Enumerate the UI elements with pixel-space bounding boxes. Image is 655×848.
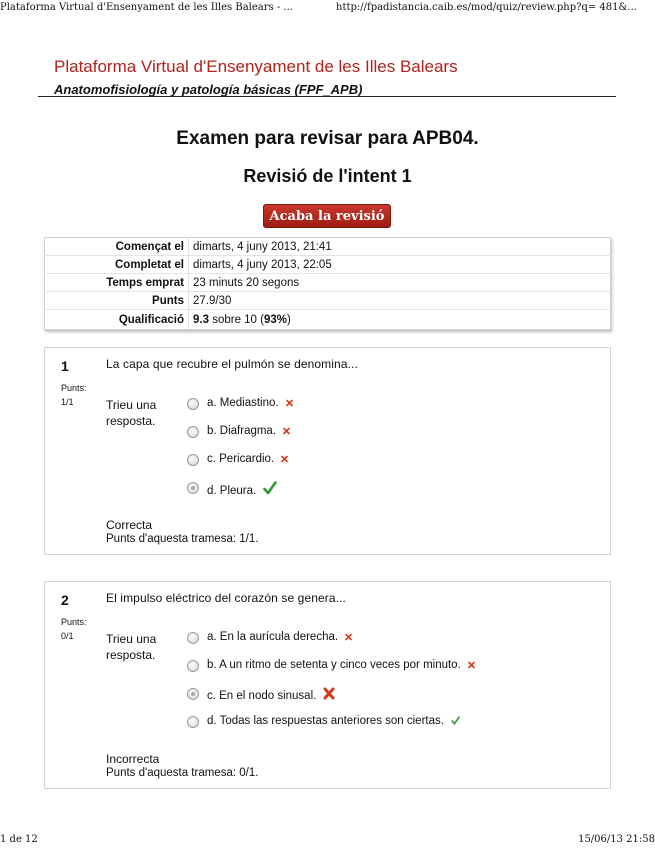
print-date: 15/06/13 21:58 — [578, 834, 655, 845]
answer-option-label: a. En la aurícula derecha. — [207, 631, 352, 644]
answer-radio[interactable] — [187, 398, 199, 410]
question-1 — [44, 347, 611, 555]
finish-review-button[interactable]: Acaba la revisió — [263, 204, 391, 228]
question-grade-value: 0/1 — [61, 631, 74, 641]
summary-label: Temps emprat — [45, 274, 189, 292]
summary-label: Completat el — [45, 256, 189, 274]
answer-option-label: a. Mediastino. — [207, 397, 293, 410]
answer-radio[interactable] — [187, 660, 199, 672]
summary-value: 23 minuts 20 segons — [189, 274, 611, 292]
document-url: http://fpadistancia.caib.es/mod/quiz/review.php?q= 481&... — [336, 2, 637, 13]
incorrect-icon — [281, 454, 288, 466]
question-number: 2 — [61, 592, 69, 608]
answer-option-label: b. A un ritmo de setenta y cinco veces por minuto. — [207, 659, 475, 672]
incorrect-icon — [468, 660, 475, 672]
grade-middle: sobre 10 ( — [209, 313, 264, 326]
question-grade-label: Punts: — [61, 617, 87, 627]
incorrect-icon — [323, 687, 335, 703]
question-grade — [61, 615, 87, 643]
summary-value — [189, 310, 611, 330]
question-text: El impulso eléctrico del corazón se genera... — [106, 591, 346, 605]
header-divider — [38, 96, 616, 97]
question-state: Correcta — [106, 518, 153, 532]
answer-radio[interactable] — [187, 716, 199, 728]
question-prompt: Trieu una resposta. — [106, 398, 157, 428]
answer-radio[interactable] — [187, 426, 199, 438]
summary-row-marks — [45, 292, 611, 310]
question-feedback: Punts d'aquesta tramesa: 1/1. — [106, 533, 259, 545]
summary-label: Començat el — [45, 238, 189, 256]
summary-row-time-taken — [45, 274, 611, 292]
summary-label: Qualificació — [45, 310, 189, 330]
question-2 — [44, 581, 611, 789]
answer-radio-selected[interactable] — [187, 688, 199, 700]
question-number: 1 — [61, 358, 69, 374]
question-grade — [61, 381, 87, 409]
summary-label: Punts — [45, 292, 189, 310]
question-state: Incorrecta — [106, 752, 160, 766]
answer-option-label: b. Diafragma. — [207, 425, 290, 438]
print-footer — [0, 834, 655, 848]
summary-row-completed — [45, 256, 611, 274]
question-prompt: Trieu una resposta. — [106, 632, 157, 662]
correct-icon — [451, 716, 460, 728]
answer-radio[interactable] — [187, 632, 199, 644]
attempt-summary-table — [44, 237, 611, 330]
answer-radio-selected[interactable] — [187, 482, 199, 494]
question-feedback: Punts d'aquesta tramesa: 0/1. — [106, 767, 259, 779]
correct-icon — [263, 481, 277, 498]
question-grade-value: 1/1 — [61, 397, 74, 407]
summary-value: 27.9/30 — [189, 292, 611, 310]
incorrect-icon — [283, 426, 290, 438]
answer-option-label: d. Todas las respuestas anteriores son ciertas. — [207, 715, 460, 728]
document-title: Plataforma Virtual d'Ensenyament de les Illes Balears - ... — [0, 2, 293, 13]
question-text: La capa que recubre el pulmón se denomina... — [106, 357, 358, 371]
question-grade-label: Punts: — [61, 383, 87, 393]
grade-end: ) — [287, 313, 291, 326]
grade-percent: 93% — [263, 313, 288, 326]
summary-value: dimarts, 4 juny 2013, 22:05 — [189, 256, 611, 274]
print-header — [0, 0, 655, 18]
incorrect-icon — [345, 632, 352, 644]
course-name-link[interactable]: Anatomofisiología y patología básicas (FPF_APB) — [54, 82, 363, 97]
grade-score: 9.3 — [193, 313, 209, 326]
answer-radio[interactable] — [187, 454, 199, 466]
answer-option-label: c. Pericardio. — [207, 453, 288, 466]
incorrect-icon — [286, 398, 293, 410]
summary-row-grade — [45, 310, 611, 330]
summary-row-started — [45, 238, 611, 256]
answer-option-label: c. En el nodo sinusal. — [207, 687, 335, 703]
attempt-title: Revisió de l'intent 1 — [243, 166, 412, 186]
quiz-title: Examen para revisar para APB04. — [176, 128, 479, 149]
page-number: 1 de 12 — [0, 834, 38, 845]
summary-value: dimarts, 4 juny 2013, 21:41 — [189, 238, 611, 256]
site-name-link[interactable]: Plataforma Virtual d'Ensenyament de les Illes Balears — [54, 57, 458, 76]
answer-option-label: d. Pleura. — [207, 481, 277, 498]
